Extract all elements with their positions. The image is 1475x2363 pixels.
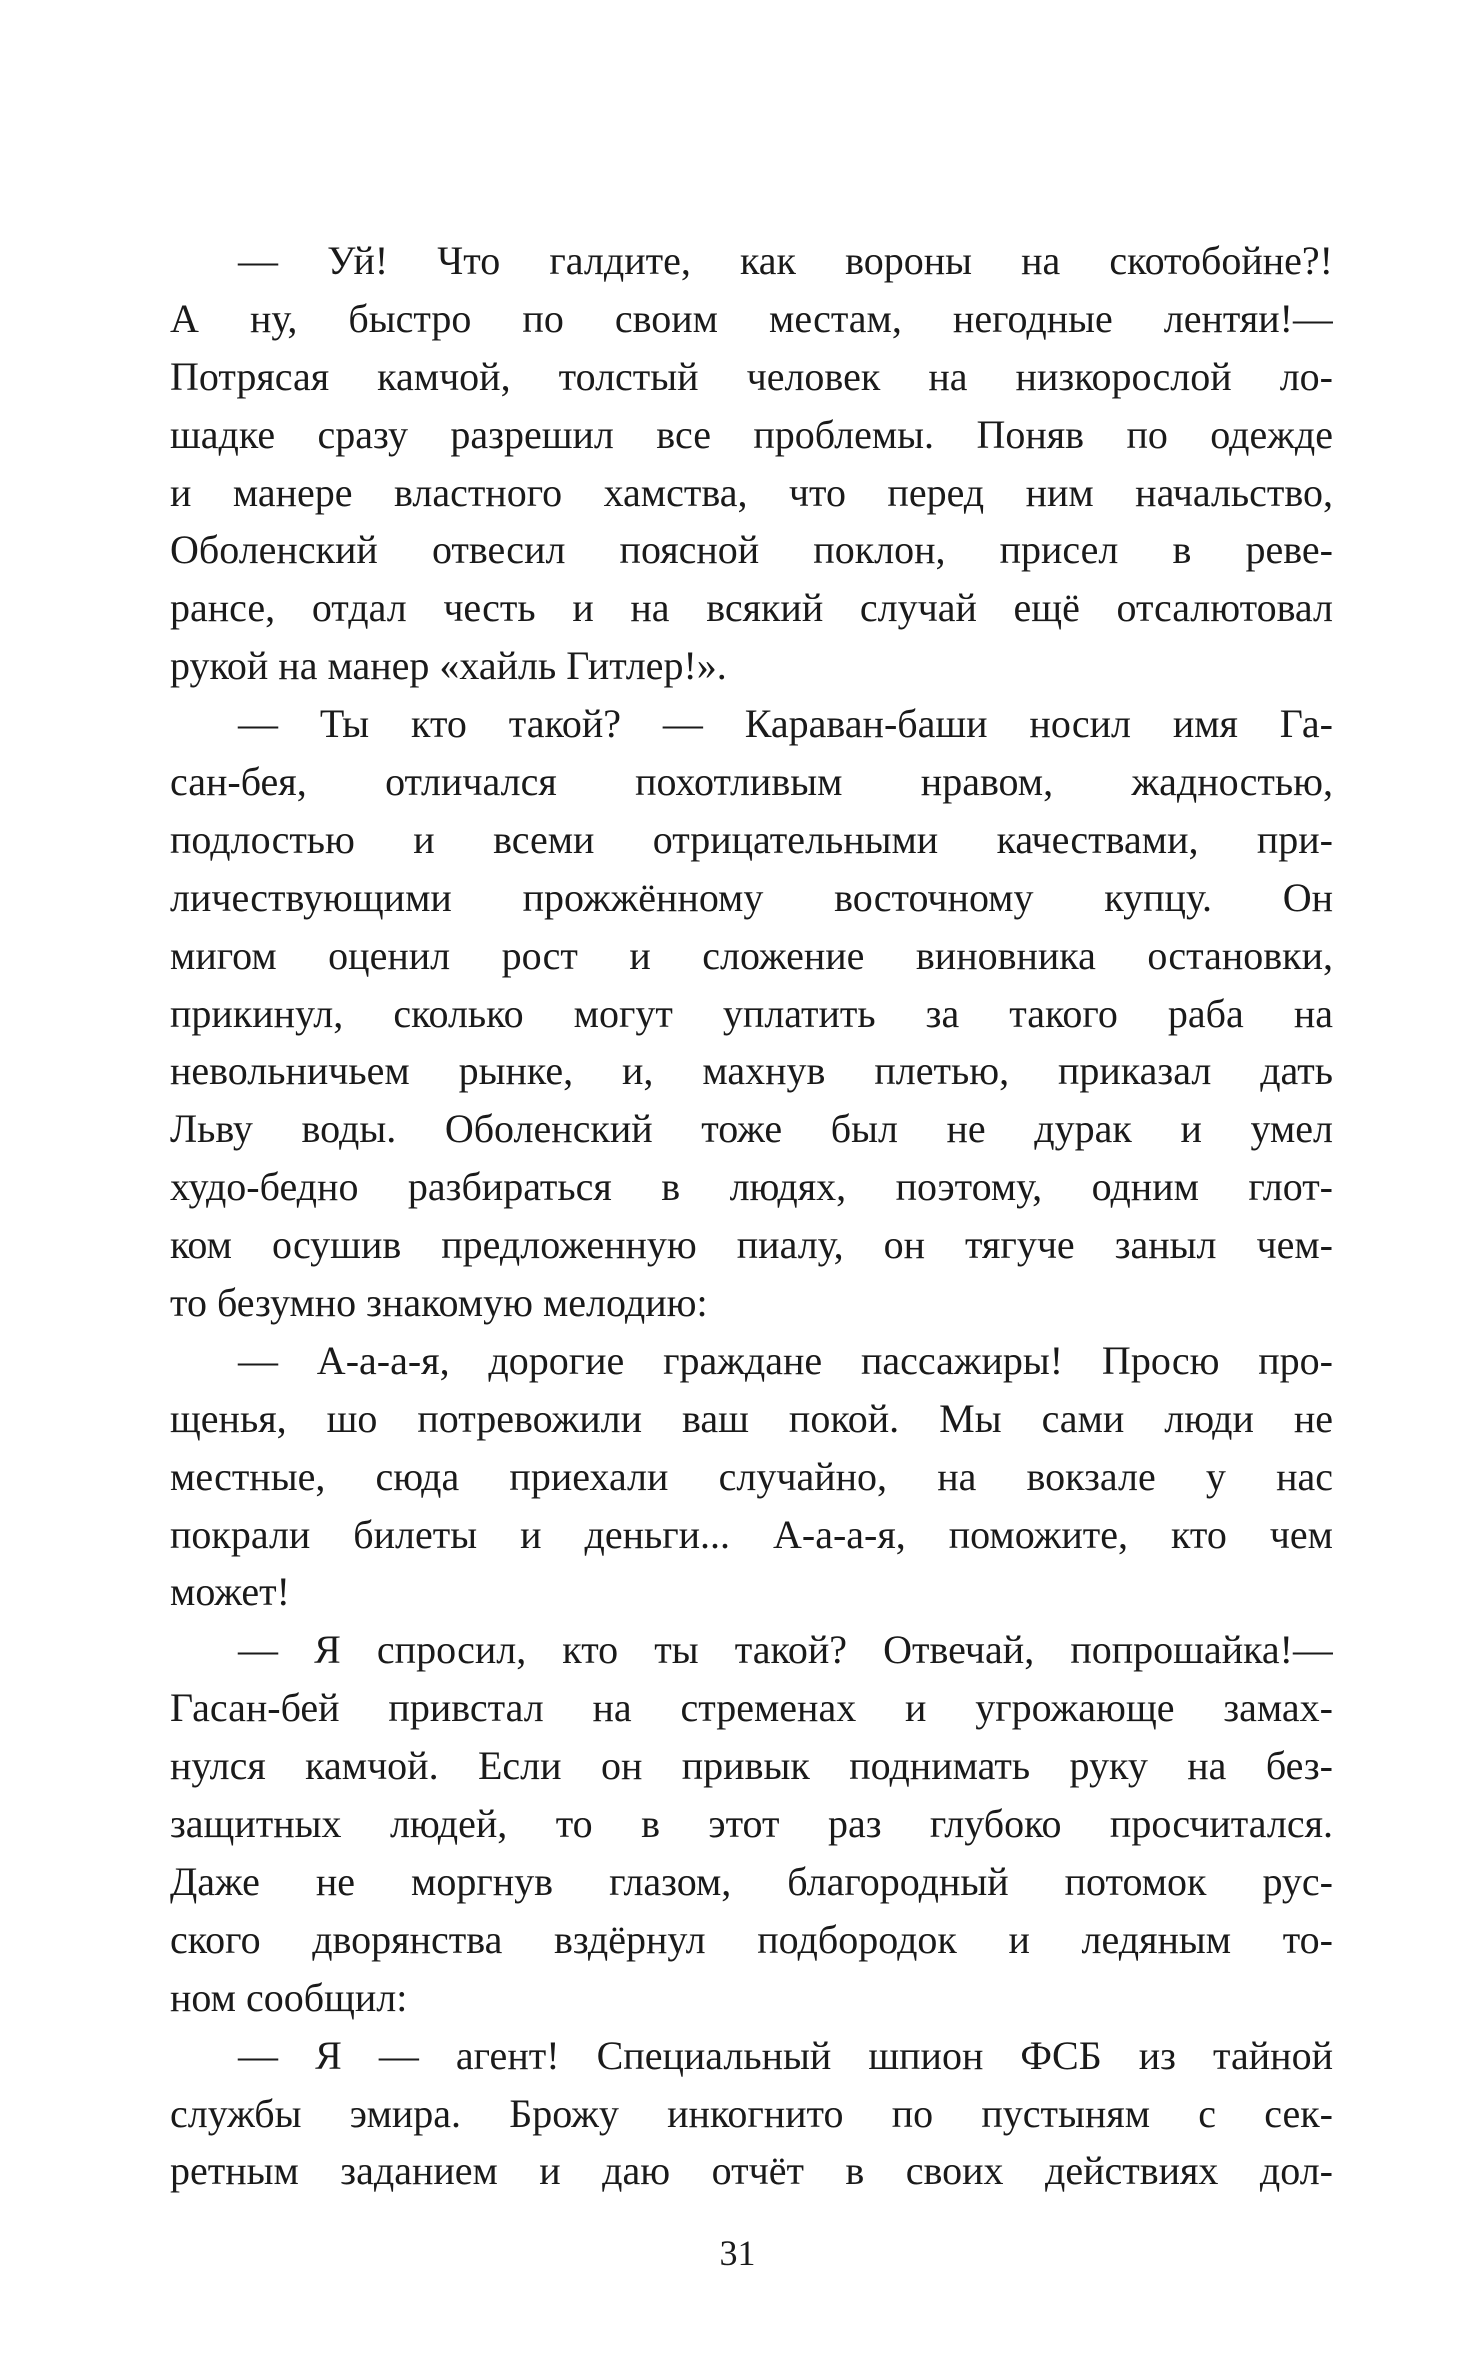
text-line: подлостью и всеми отрицательными качествами, при- (170, 816, 1333, 862)
text-line: невольничьем рынке, и, махнув плетью, приказал дать (170, 1048, 1333, 1094)
text-line: может! (170, 1569, 290, 1615)
text-line: — Уй! Что галдите, как вороны на скотобойне?! (238, 238, 1333, 283)
text-line: — Ты кто такой? — Караван-баши носил имя Га- (238, 701, 1333, 747)
text-line: — Я спросил, кто ты такой? Отвечай, попрошайка!— (238, 1627, 1333, 1673)
text-line: покрали билеты и деньги... А-а-а-я, поможите, кто чем (170, 1511, 1333, 1557)
text-line: А ну, быстро по своим местам, негодные лентяи!— (170, 295, 1333, 341)
text-line: худо-бедно разбираться в людях, поэтому, одним глот- (170, 1164, 1333, 1210)
paragraph (170, 695, 1333, 1332)
paragraph (170, 1332, 1333, 1621)
text-line: ном сообщил: (170, 1974, 408, 2020)
body-text (170, 232, 1333, 2200)
text-line: щенья, шо потревожили ваш покой. Мы сами люди не (170, 1395, 1333, 1441)
paragraph (170, 232, 1333, 695)
text-line: рансе, отдал честь и на всякий случай ещё отсалютовал (170, 585, 1333, 631)
text-line: ского дворянства вздёрнул подбородок и ледяным то- (170, 1916, 1333, 1962)
text-line: сан-бея, отличался похотливым нравом, жадностью, (170, 759, 1333, 805)
paragraph (170, 1621, 1333, 2026)
text-line: нулся камчой. Если он привык поднимать руку на без- (170, 1743, 1333, 1789)
text-line: Льву воды. Оболенский тоже был не дурак и умел (170, 1106, 1333, 1152)
text-line: ком осушив предложенную пиалу, он тягуче заныл чем- (170, 1222, 1333, 1268)
text-line: шадке сразу разрешил все проблемы. Поняв по одежде (170, 411, 1333, 457)
text-line: — Я — агент! Специальный шпион ФСБ из тайной (238, 2032, 1333, 2078)
text-line: мигом оценил рост и сложение виновника остановки, (170, 932, 1333, 978)
text-line: Потрясая камчой, толстый человек на низкорослой ло- (170, 353, 1333, 399)
text-line: службы эмира. Брожу инкогнито по пустыням с сек- (170, 2090, 1333, 2136)
text-line: защитных людей, то в этот раз глубоко просчитался. (170, 1801, 1333, 1847)
text-line: — А-а-а-я, дорогие граждане пассажиры! Просю про- (238, 1337, 1333, 1383)
text-line: Даже не моргнув глазом, благородный потомок рус- (170, 1858, 1333, 1904)
paragraph (170, 2027, 1333, 2201)
text-line: личествующими прожжённому восточному купцу. Он (170, 874, 1333, 920)
page-number: 31 (719, 2233, 756, 2273)
text-line: местные, сюда приехали случайно, на вокзале у нас (170, 1453, 1333, 1499)
text-line: Оболенский отвесил поясной поклон, присел в реве- (170, 527, 1333, 573)
text-line: Гасан-бей привстал на стременах и угрожающе замах- (170, 1685, 1333, 1731)
text-line: ретным заданием и даю отчёт в своих действиях дол- (170, 2148, 1333, 2194)
text-line: прикинул, сколько могут уплатить за такого раба на (170, 990, 1333, 1036)
text-line: то безумно знакомую мелодию: (170, 1280, 708, 1326)
text-line: рукой на манер «хайль Гитлер!». (170, 643, 727, 689)
text-line: и манере властного хамства, что перед ним начальство, (170, 469, 1333, 515)
